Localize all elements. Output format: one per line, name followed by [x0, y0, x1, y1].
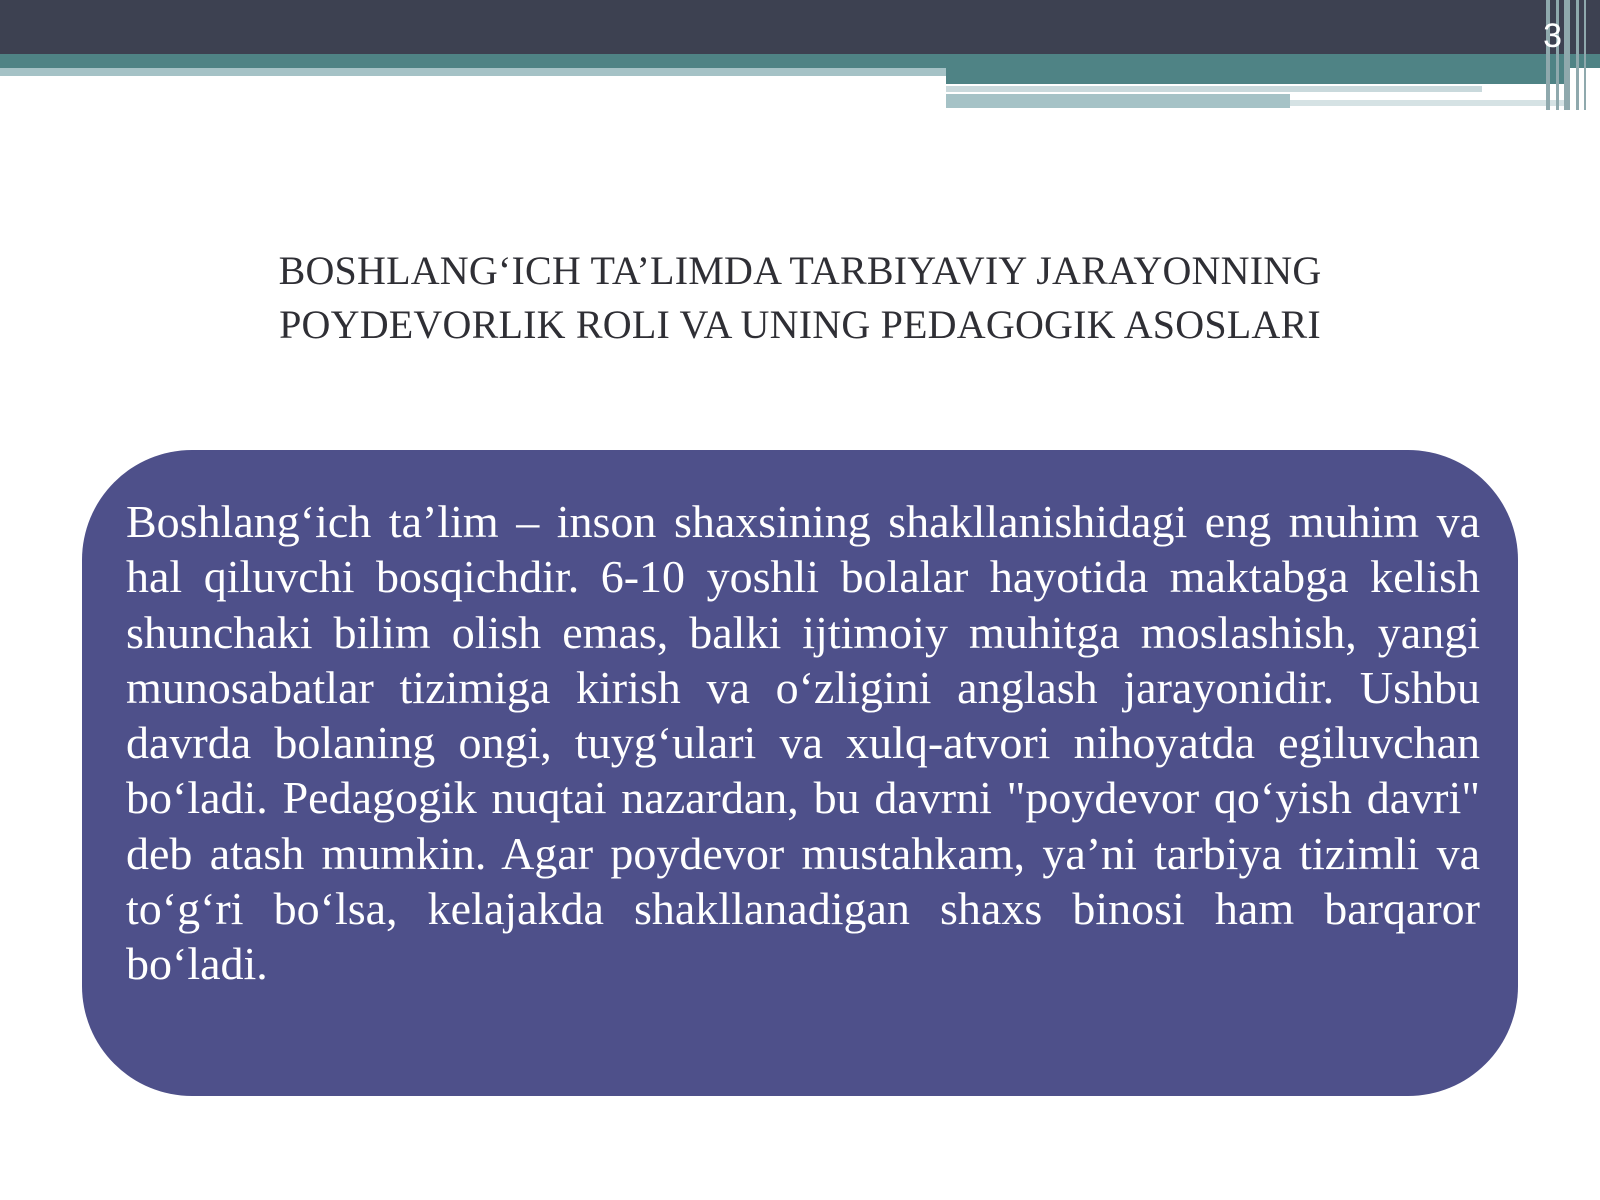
header-vertical-stripe	[1584, 0, 1586, 110]
header-bar-dark	[0, 0, 1600, 54]
header-bar-teal	[0, 54, 1600, 68]
header-vertical-stripe	[1576, 0, 1579, 110]
header-bar-teal-right	[946, 68, 1570, 84]
slide-title-line: POYDEVORLIK ROLI VA UNING PEDAGOGIK ASOSLARI	[279, 302, 1321, 347]
header-vertical-stripe	[1564, 0, 1570, 110]
slide-number: 3	[1543, 17, 1562, 55]
header-bar-pale	[946, 94, 1290, 108]
slide-title	[200, 244, 1400, 352]
content-body-text: Boshlang‘ich ta’lim – inson shaxsining shakllanishidagi eng muhim va hal qiluvchi bosqichdir. 6-10 yoshli bolalar hayotida maktabga kelish shunchaki bilim olish emas, balki ijtimoiy muhitga moslashish, yangi munosabatlar tizimiga kirish va o‘zligini anglash jarayonidir. Ushbu davrda bolaning ongi, tuyg‘ulari va xulq-atvori nihoyatda egiluvchan bo‘ladi. Pedagogik nuqtai nazardan, bu davrni "poydevor qo‘yish davri" deb atash mumkin. Agar poydevor mustahkam, ya’ni tarbiya tizimli va to‘g‘ri bo‘lsa, kelajakda shakllanadigan shaxs binosi ham barqaror bo‘ladi.	[126, 496, 1480, 990]
header-bar-pale	[946, 86, 1482, 92]
slide-title-line: BOSHLANG‘ICH TA’LIMDA TARBIYAVIY JARAYONNING	[278, 248, 1322, 293]
header-bar-pale	[1290, 100, 1570, 106]
header-bar-teal-light	[0, 68, 946, 76]
